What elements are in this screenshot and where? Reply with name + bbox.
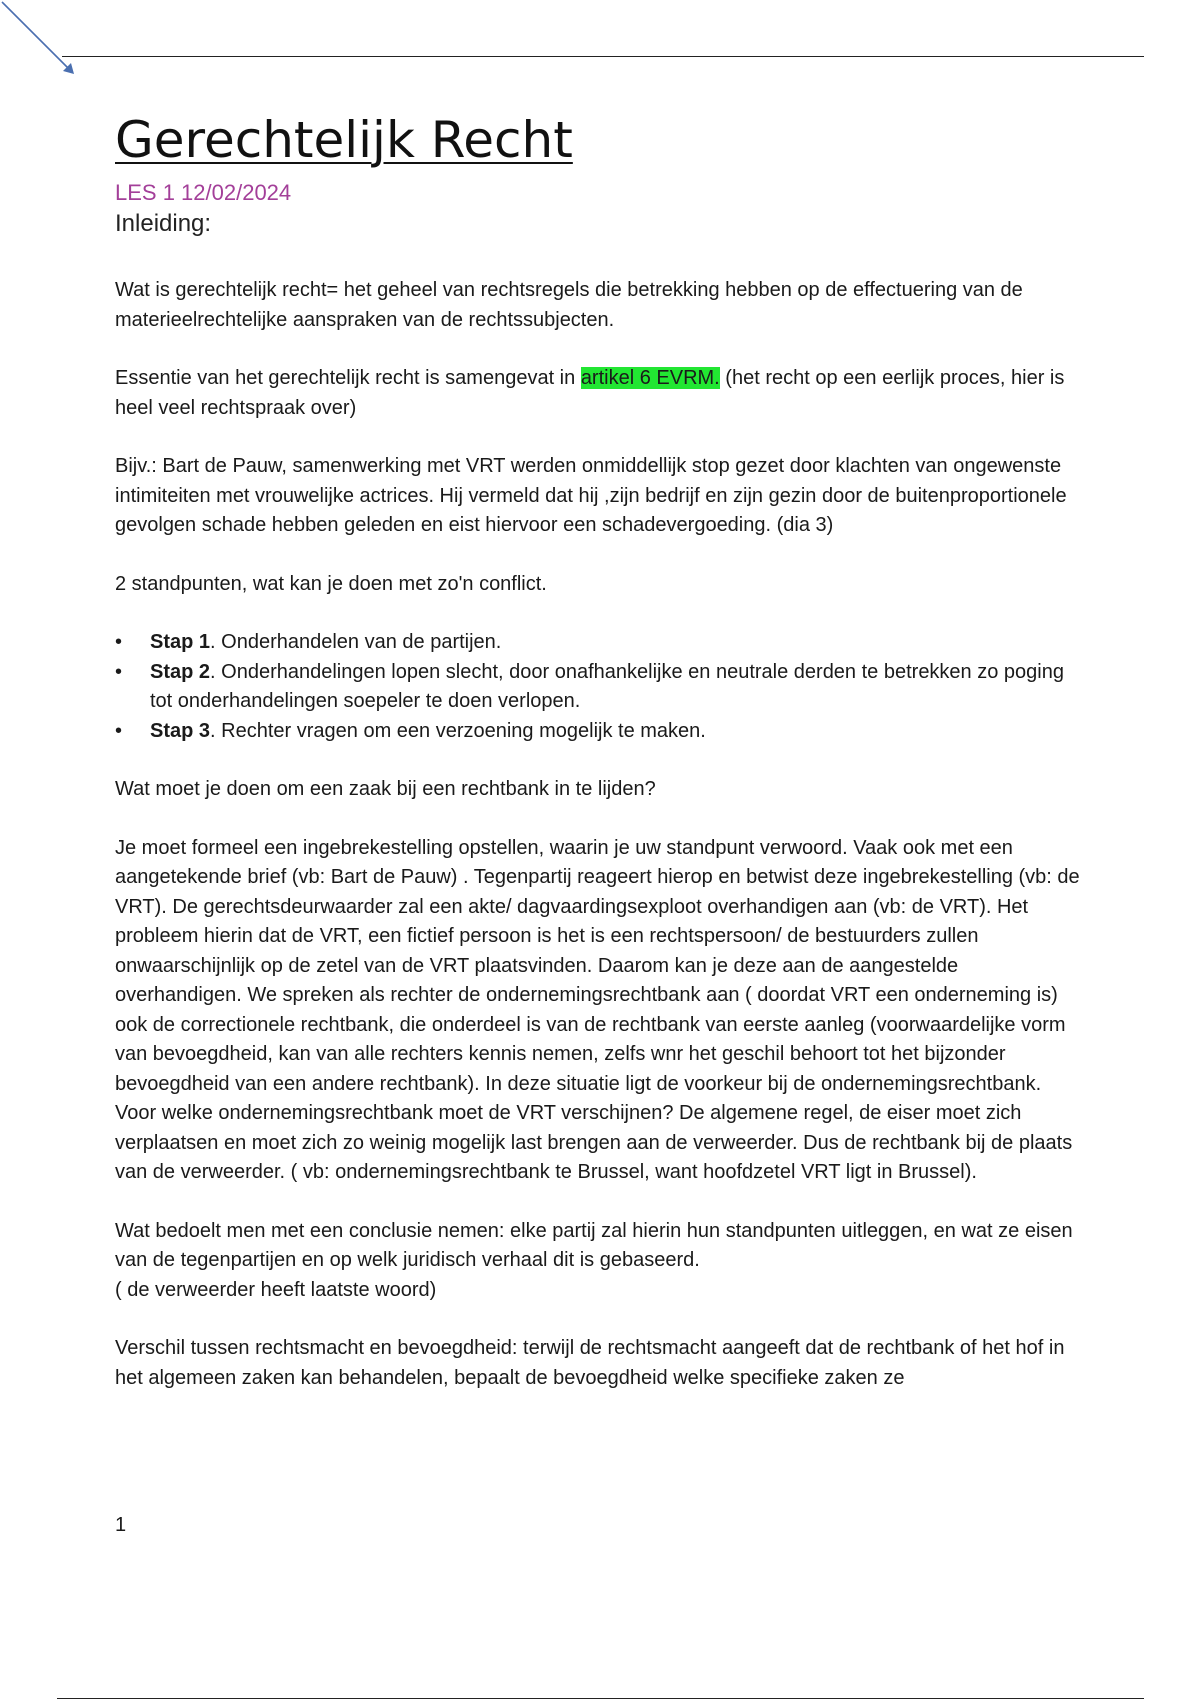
list-item: [115, 628, 1090, 658]
highlighted-article: artikel 6 EVRM.: [580, 367, 720, 389]
paragraph-question: Wat moet je doen om een zaak bij een rechtbank in te lijden?: [115, 778, 656, 800]
paragraph-conclusion: Wat bedoelt men met een conclusie nemen: elke partij zal hierin hun standpunten uitleggen, en wat ze eisen van de tegenpartijen en op welk juridisch verhaal dit is gebaseerd.: [115, 1219, 1073, 1271]
list-item: [115, 717, 1090, 747]
step-text: . Onderhandelen van de partijen.: [210, 631, 502, 653]
step-label: Stap 2: [150, 660, 211, 683]
paragraph-formal-procedure: Je moet formeel een ingebrekestelling opstellen, waarin je uw standpunt verwoord. Vaak ook met een aangetekende brief (vb: Bart de Pauw) . Tegenpartij reageert hierop en betwist deze ingebrekestelling (vb: de VRT). De gerechtsdeurwaarder zal een akte/ dagvaardingsexploot overhandigen aan (vb: de VRT). Het probleem hierin dat de VRT, een fictief persoon is het is een rechtspersoon/ de bestuurders zullen onwaarschijnlijk op de zetel van de VRT plaatsvinden. Daarom kan je deze aan de aangestelde overhandigen. We spreken als rechter de ondernemingsrechtbank aan ( doordat VRT een onderneming is) ook de correctionele rechtbank, die onderdeel is van de rechtbank van eerste aanleg (voorwaardelijke vorm van bevoegdheid, kan van alle rechters kennis nemen, zelfs wnr het geschil behoort tot het bijzonder bevoegdheid van een andere rechtbank). In deze situatie ligt de voorkeur bij de ondernemingsrechtbank.: [115, 836, 1080, 1095]
list-item: [115, 658, 1090, 717]
section-heading: Inleiding:: [115, 210, 212, 237]
paragraph-difference: Verschil tussen rechtsmacht en bevoegdheid: terwijl de rechtsmacht aangeeft dat de rechtbank of het hof in het algemeen zaken kan behandelen, bepaalt de bevoegdheid welke specifieke zaken ze: [115, 1337, 1065, 1389]
step-text: . Onderhandelingen lopen slecht, door onafhankelijke en neutrale derden te betrekken zo poging tot onderhandelingen soepeler te doen verlopen.: [150, 660, 1064, 712]
step-label: Stap 3: [150, 719, 211, 742]
paragraph-example: Bijv.: Bart de Pauw, samenwerking met VRT werden onmiddellijk stop gezet door klachten van ongewenste intimiteiten met vrouwelijke actrices. Hij vermeld dat hij ,zijn bedrijf en zijn gezin door de buitenproportionele gevolgen schade hebben geleden en eist hiervoor een schadevergoeding. (dia 3): [115, 455, 1067, 536]
header-rule: [62, 56, 1144, 57]
steps-list: [115, 628, 1090, 746]
essence-text-after: (het recht op een eerlijk proces, hier is heel veel rechtspraak over): [115, 367, 1065, 419]
bullet-icon: •: [115, 719, 123, 742]
paragraph-competent-court: Voor welke ondernemingsrechtbank moet de VRT verschijnen? De algemene regel, de eiser moet zich verplaatsen en moet zich zo weinig mogelijk last brengen aan de verweerder. Dus de rechtbank bij de plaats van de verweerder. ( vb: ondernemingsrechtbank te Brussel, want hoofdzetel VRT ligt in Brussel).: [115, 1102, 1073, 1183]
document-title: Gerechtelijk Recht: [115, 111, 573, 169]
paragraph-essence: [115, 364, 1090, 423]
step-text: . Rechter vragen om een verzoening mogelijk te maken.: [210, 719, 706, 742]
document-body: [115, 110, 1090, 1393]
lesson-date: LES 1 12/02/2024: [115, 180, 292, 205]
page-number: 1: [115, 1514, 127, 1536]
essence-text-before: Essentie van het gerechtelijk recht is samengevat in: [115, 367, 581, 389]
corner-arrow-icon: [0, 0, 80, 80]
footer-rule: [57, 1698, 1144, 1699]
paragraph-standpoints: 2 standpunten, wat kan je doen met zo'n conflict.: [115, 572, 547, 595]
bullet-icon: •: [115, 660, 123, 683]
paragraph-definition: Wat is gerechtelijk recht= het geheel van rechtsregels die betrekking hebben op de effectuering van de materieelrechtelijke aanspraken van de rechtssubjecten.: [115, 279, 1023, 331]
step-label: Stap 1: [150, 631, 211, 653]
paragraph-conclusion-note: ( de verweerder heeft laatste woord): [115, 1278, 437, 1301]
bullet-icon: •: [115, 631, 123, 653]
